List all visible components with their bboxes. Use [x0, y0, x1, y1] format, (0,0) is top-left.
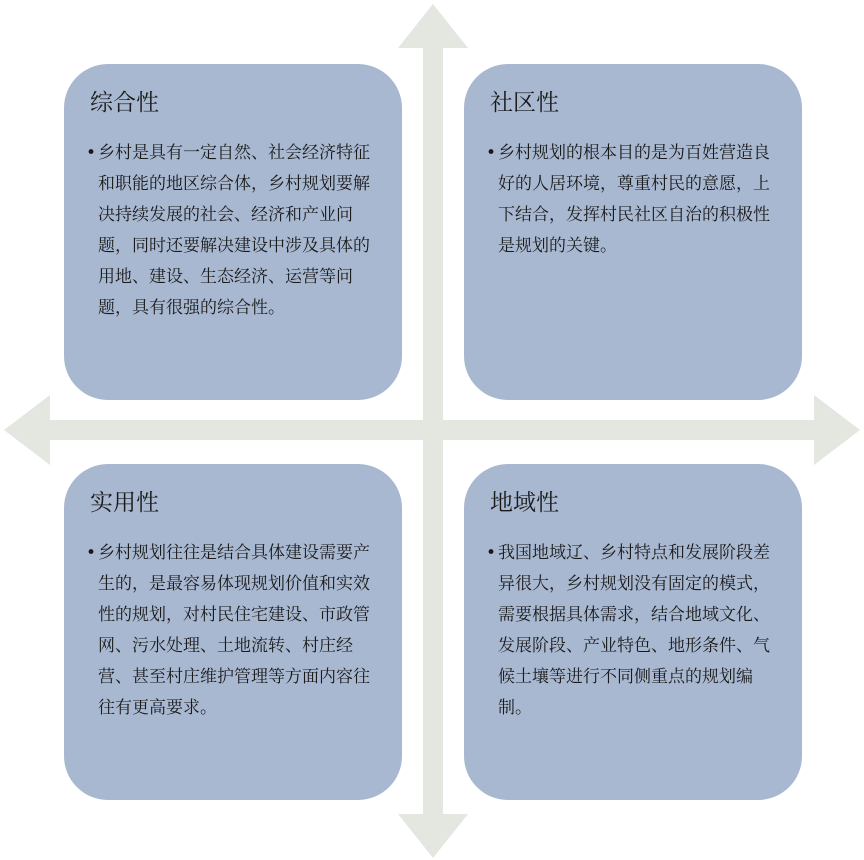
bullet-icon: • [86, 143, 97, 163]
card-title: 实用性 [90, 490, 159, 516]
horizontal-axis [40, 420, 824, 440]
card-title: 地域性 [490, 490, 559, 516]
card-text [486, 138, 772, 262]
quadrant-card-comprehensiveness [64, 64, 402, 400]
card-text-content: 我国地域辽、乡村特点和发展阶段差异很大，乡村规划没有固定的模式，需要根据具体需求，结合地域文化、发展阶段、产业特色、地形条件、气候土壤等进行不同侧重点的规划编制。 [498, 543, 770, 718]
up-arrow-icon [398, 4, 468, 48]
card-text [86, 138, 372, 324]
card-text-content: 乡村是具有一定自然、社会经济特征和职能的地区综合体，乡村规划要解决持续发展的社会、经济和产业问题，同时还要解决建设中涉及具体的用地、建设、生态经济、运营等问题，具有很强的综合性。 [98, 143, 370, 318]
quadrant-card-community [464, 64, 802, 400]
card-text [486, 538, 772, 724]
right-arrow-icon [814, 395, 860, 465]
down-arrow-icon [398, 814, 468, 858]
quadrant-card-regionality [464, 464, 802, 800]
card-title: 综合性 [90, 90, 159, 116]
card-text-content: 乡村规划往往是结合具体建设需要产生的，是最容易体现规划价值和实效性的规划，对村民住宅建设、市政管网、污水处理、土地流转、村庄经营、甚至村庄维护管理等方面内容往往有更高要求。 [98, 543, 370, 718]
bullet-icon: • [486, 143, 497, 163]
card-text [86, 538, 372, 724]
bullet-icon: • [486, 543, 497, 563]
quadrant-card-practicality [64, 464, 402, 800]
left-arrow-icon [4, 395, 50, 465]
card-title: 社区性 [490, 90, 559, 116]
bullet-icon: • [86, 543, 97, 563]
card-text-content: 乡村规划的根本目的是为百姓营造良好的人居环境，尊重村民的意愿，上下结合，发挥村民社区自治的积极性是规划的关键。 [498, 143, 770, 256]
